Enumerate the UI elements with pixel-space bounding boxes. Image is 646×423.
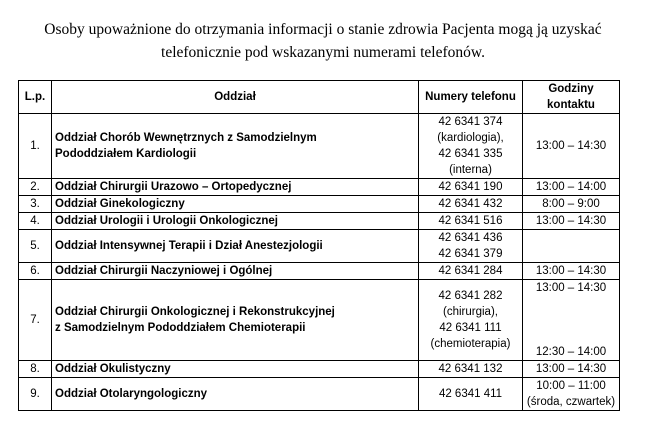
header-dept: Oddział xyxy=(52,81,419,114)
hours-line-top: 13:00 – 14:30 xyxy=(535,282,607,294)
phone-line: (kardiologia), xyxy=(437,132,504,144)
header-phones: Numery telefonu xyxy=(419,81,523,114)
row-phones xyxy=(419,230,523,263)
row-dept xyxy=(52,196,419,213)
table-row xyxy=(19,114,620,179)
hours-line: (środa, czwartek) xyxy=(526,396,616,408)
table-row xyxy=(19,361,620,378)
dept-line: Oddział Chirurgii Naczyniowej i Ogólnej xyxy=(55,265,273,277)
row-hours: 8:00 – 9:00 xyxy=(523,196,620,213)
row-hours: 13:00 – 14:30 xyxy=(523,213,620,230)
phone-line: (chemioterapia) xyxy=(430,338,511,350)
header-lp: L.p. xyxy=(19,81,52,114)
row-phones xyxy=(419,196,523,213)
row-phones xyxy=(419,213,523,230)
row-phones xyxy=(419,263,523,280)
dept-line: z Samodzielnym Pododdziałem Chemioterapii xyxy=(55,322,306,334)
row-lp: 1. xyxy=(19,114,52,179)
row-phones xyxy=(419,280,523,361)
table-row xyxy=(19,230,620,263)
row-dept xyxy=(52,361,419,378)
row-lp: 4. xyxy=(19,213,52,230)
row-dept xyxy=(52,263,419,280)
phone-line: (interna) xyxy=(449,164,492,176)
table-row xyxy=(19,263,620,280)
intro-line-2: telefonicznie pod wskazanymi numerami telefonów. xyxy=(161,44,485,61)
intro-text xyxy=(18,18,628,64)
dept-line: Oddział Intensywnej Terapii i Dział Anestezjologii xyxy=(55,240,323,252)
dept-line: Oddział Chirurgii Onkologicznej i Rekonstrukcyjnej xyxy=(55,306,335,318)
row-phones xyxy=(419,378,523,411)
dept-line: Oddział Chirurgii Urazowo – Ortopedycznej xyxy=(55,181,292,193)
row-hours: 13:00 – 14:30 xyxy=(523,114,620,179)
phone-line: 42 6341 132 xyxy=(438,363,503,375)
row-hours xyxy=(523,280,620,361)
dept-line: Oddział Urologii i Urologii Onkologicznej xyxy=(55,215,278,227)
phone-line: 42 6341 436 xyxy=(438,232,503,244)
row-dept xyxy=(52,213,419,230)
row-hours: 13:00 – 14:30 xyxy=(523,263,620,280)
table-row xyxy=(19,378,620,411)
dept-line: Pododdziałem Kardiologii xyxy=(55,148,197,160)
row-dept xyxy=(52,378,419,411)
phone-line: 42 6341 282 xyxy=(438,290,503,302)
contacts-table xyxy=(18,80,620,411)
phone-line: 42 6341 516 xyxy=(438,215,503,227)
phone-line: 42 6341 335 xyxy=(438,148,503,160)
table-header-row xyxy=(19,81,620,114)
row-dept xyxy=(52,179,419,196)
phone-line: 42 6341 111 xyxy=(439,322,502,334)
table-row xyxy=(19,280,620,361)
row-hours xyxy=(523,378,620,411)
row-lp: 6. xyxy=(19,263,52,280)
phone-line: 42 6341 190 xyxy=(438,181,503,193)
hours-line: 10:00 – 11:00 xyxy=(536,380,606,392)
dept-line: Oddział Okulistyczny xyxy=(55,363,171,375)
table-row xyxy=(19,179,620,196)
row-phones xyxy=(419,361,523,378)
hours-line-bottom: 12:30 – 14:00 xyxy=(535,346,607,358)
row-lp: 2. xyxy=(19,179,52,196)
phone-line: 42 6341 379 xyxy=(438,248,503,260)
table-row xyxy=(19,196,620,213)
phone-line: 42 6341 284 xyxy=(438,265,503,277)
row-phones xyxy=(419,179,523,196)
intro-line-1: Osoby upoważnione do otrzymania informacji o stanie zdrowia Pacjenta mogą ją uzyskać xyxy=(44,21,602,38)
row-lp: 5. xyxy=(19,230,52,263)
phone-line: (chirurgia), xyxy=(443,306,498,318)
row-lp: 7. xyxy=(19,280,52,361)
phone-line: 42 6341 411 xyxy=(438,388,503,400)
row-lp: 9. xyxy=(19,378,52,411)
row-dept xyxy=(52,114,419,179)
row-lp: 8. xyxy=(19,361,52,378)
row-dept xyxy=(52,280,419,361)
header-hours: Godziny kontaktu xyxy=(523,81,620,114)
phone-line: 42 6341 432 xyxy=(438,198,503,210)
row-hours: 13:00 – 14:30 xyxy=(523,361,620,378)
row-hours xyxy=(523,230,620,263)
row-hours: 13:00 – 14:00 xyxy=(523,179,620,196)
row-phones xyxy=(419,114,523,179)
dept-line: Oddział Chorób Wewnętrznych z Samodzielnym xyxy=(55,132,317,144)
phone-line: 42 6341 374 xyxy=(438,116,503,128)
row-lp: 3. xyxy=(19,196,52,213)
row-dept xyxy=(52,230,419,263)
dept-line: Oddział Otolaryngologiczny xyxy=(55,388,208,400)
table-row xyxy=(19,213,620,230)
dept-line: Oddział Ginekologiczny xyxy=(55,198,185,210)
